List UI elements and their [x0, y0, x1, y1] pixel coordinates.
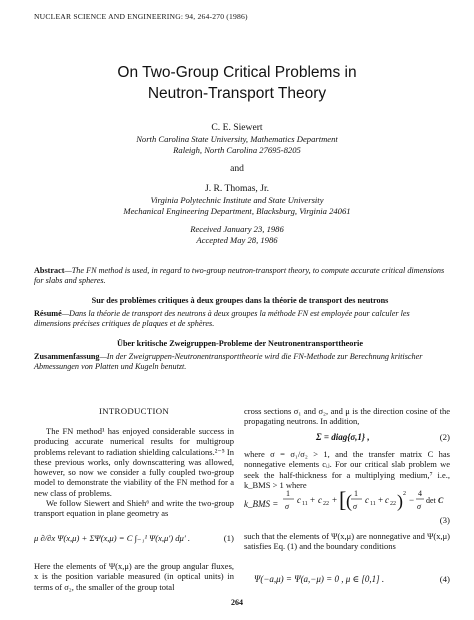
svg-text:1: 1 — [354, 489, 358, 498]
equation-1-row — [34, 527, 234, 553]
french-heading: Sur des problèmes critiques à deux groupes dans la théorie de transport des neutrons — [91, 296, 389, 305]
equation-2-row — [244, 430, 450, 446]
affiliation-2 — [0, 195, 474, 216]
page-number: 264 — [231, 598, 243, 607]
svg-text:): ) — [397, 491, 403, 511]
equation-3-row — [244, 487, 450, 527]
equation-4: Ψ(−a,μ) = Ψ(a,−μ) = 0 , μ ∈ [0,1] . — [254, 574, 385, 584]
running-head: NUCLEAR SCIENCE AND ENGINEERING: 94, 264-270 (1986) — [34, 12, 248, 21]
svg-text:−: − — [409, 495, 415, 505]
svg-text:σ: σ — [417, 502, 421, 511]
zusammen-text: —In der Zweigruppen-Neutronentransporttheorie wird die FN-Methode zur Berechnung kritischer Abmessungen von Platten und Kugeln benutzt. — [34, 352, 423, 371]
svg-text:(: ( — [346, 491, 352, 511]
resume — [34, 309, 446, 329]
article-title — [0, 62, 474, 104]
svg-text:c: c — [365, 495, 369, 505]
equation-2: Σ = diag{σ,1} , — [316, 432, 370, 442]
equation-4-row — [244, 574, 450, 588]
abstract-label: Abstract — [34, 266, 65, 275]
svg-text:[: [ — [339, 487, 347, 512]
right-paragraph-1: cross sections σ₁ and σ₂, and μ is the direction cosine of the propagating neutrons. In addition, — [244, 406, 450, 427]
affiliation-2-line-2: Mechanical Engineering Department, Blacksburg, Virginia 24061 — [123, 205, 351, 216]
introduction-heading: INTRODUCTION — [98, 406, 170, 416]
equation-4-number: (4) — [439, 574, 450, 584]
intro-paragraph-2: We follow Siewert and Shieh⁶ and write the two-group transport equation in plane geometry as — [34, 498, 234, 519]
equation-2-number: (2) — [439, 432, 450, 442]
svg-text:11: 11 — [302, 501, 308, 507]
svg-text:σ: σ — [285, 502, 289, 511]
intro-paragraph-3: Here the elements of Ψ(x,μ) are the group angular fluxes, x is the position variable measured (in optical units) in terms of σ₂, the smaller of the group total — [34, 561, 234, 592]
equation-1-number: (1) — [223, 533, 234, 543]
svg-text:+: + — [310, 495, 316, 505]
svg-text:σ: σ — [353, 502, 357, 511]
svg-text:det: det — [426, 496, 436, 505]
affiliation-1-line-1: North Carolina State University, Mathematics Department — [136, 134, 338, 144]
abstract-text: —The FN method is used, in regard to two-group neutron-transport theory, to compute accurate critical dimensions for slabs and spheres. — [34, 266, 445, 285]
svg-text:+: + — [332, 495, 338, 505]
right-paragraph-3: such that the elements of Ψ(x,μ) are nonnegative and Ψ(x,μ) satisfies Eq. (1) and the boundary conditions — [244, 531, 450, 552]
affiliation-2-line-1: Virginia Polytechnic Institute and State University — [150, 195, 324, 205]
svg-text:4: 4 — [418, 489, 422, 498]
affiliation-1-line-2: Raleigh, North Carolina 27695-8205 — [173, 144, 301, 155]
affiliation-1 — [0, 134, 474, 155]
svg-text:+: + — [378, 495, 384, 505]
resume-text: —Dans la théorie de transport des neutrons à deux groupes la méthode FN est employée pour calculer les dimensions précises critiques de plaques et de sphères. — [34, 309, 410, 328]
german-heading: Über kritische Zweigruppen-Probleme der Neutronentransporttheorie — [117, 339, 363, 348]
title-line-2: Neutron-Transport Theory — [147, 85, 327, 102]
abstract — [34, 266, 446, 286]
zusammenfassung — [34, 352, 446, 372]
svg-text:1: 1 — [286, 489, 290, 498]
zusammen-label: Zusammenfassung — [34, 352, 100, 361]
author-separator: and — [230, 163, 244, 174]
svg-text:22: 22 — [323, 501, 329, 507]
author-1: C. E. Siewert — [211, 122, 263, 133]
equation-3-formula — [280, 487, 444, 527]
equation-3-number: (3) — [439, 515, 450, 525]
dates — [0, 224, 474, 245]
svg-text:22: 22 — [390, 501, 396, 507]
received-date: Received January 23, 1986 — [190, 224, 284, 234]
equation-1: μ ∂/∂x Ψ(x,μ) + ΣΨ(x,μ) = C ∫₋₁¹ Ψ(x,μ′) dμ′ . — [34, 533, 191, 543]
svg-text:C: C — [438, 496, 444, 505]
svg-text:c: c — [318, 495, 322, 505]
resume-label: Résumé — [34, 309, 62, 318]
svg-text:c: c — [385, 495, 389, 505]
svg-text:11: 11 — [370, 501, 376, 507]
svg-text:c: c — [297, 495, 301, 505]
svg-text:2: 2 — [403, 491, 406, 497]
title-line-1: On Two-Group Critical Problems in — [117, 64, 357, 81]
author-2: J. R. Thomas, Jr. — [204, 183, 270, 194]
accepted-date: Accepted May 28, 1986 — [196, 234, 278, 245]
right-paragraph-2: where σ = σ₁/σ₂ > 1, and the transfer matrix C has nonnegative elements cᵢⱼ. For our critical slab problem we seek the half-thickness for a multiplying medium,⁷ i.e., k_BMS > 1 where — [244, 449, 450, 490]
intro-paragraph-1: The FN method¹ has enjoyed considerable success in producing accurate numerical results for multigroup problems relevant to radiation shielding calculations.²⁻⁵ In these previous works, only downscattering was allowed, however, so now we consider a fully coupled two-group model to demonstrate the viability of the FN method for a new class of problems. — [34, 426, 234, 498]
equation-3-lhs: k_BMS = — [244, 499, 279, 509]
